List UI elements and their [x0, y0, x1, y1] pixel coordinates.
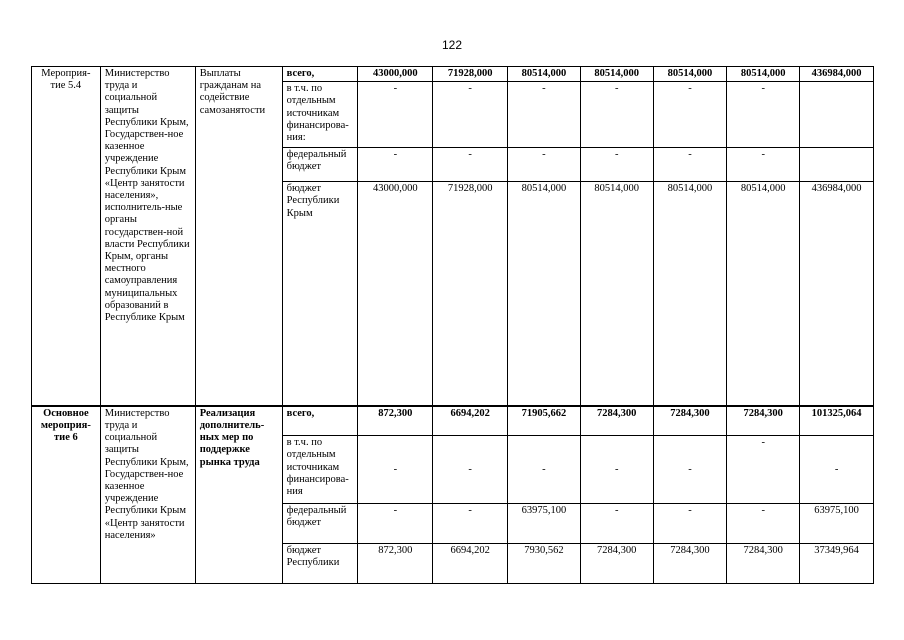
value-cell: -: [358, 82, 433, 148]
source-cell: бюджет Республики Крым: [282, 182, 358, 406]
value-cell: 7930,562: [508, 544, 581, 584]
value-cell: 80514,000: [653, 182, 727, 406]
source-cell: федеральный бюджет: [282, 148, 358, 182]
value-cell: 43000,000: [358, 182, 433, 406]
value-cell: 37349,964: [800, 544, 874, 584]
value-cell: -: [580, 504, 653, 544]
value-cell: -: [358, 148, 433, 182]
value-cell: -: [653, 436, 727, 504]
source-cell: в т.ч. по отдельным источникам финансирова-ния: [282, 436, 358, 504]
value-cell: 872,300: [358, 544, 433, 584]
value-cell: -: [508, 82, 581, 148]
value-cell: 71928,000: [433, 182, 508, 406]
value-cell: 80514,000: [580, 67, 653, 82]
executor-cell: Министерство труда и социальной защиты Республики Крым, Государствен-ное казенное учреждение Республики Крым «Центр занятости населения»: [100, 406, 195, 584]
value-cell: 80514,000: [508, 67, 581, 82]
source-cell: федеральный бюджет: [282, 504, 358, 544]
value-cell: [800, 82, 874, 148]
value-cell: -: [358, 436, 433, 504]
value-cell: 80514,000: [727, 67, 800, 82]
value-cell: -: [580, 436, 653, 504]
value-cell: 43000,000: [358, 67, 433, 82]
event-cell: Мероприя-тие 5.4: [32, 67, 101, 406]
source-cell: всего,: [282, 67, 358, 82]
value-cell: -: [508, 148, 581, 182]
value-cell: 71928,000: [433, 67, 508, 82]
value-cell: 7284,300: [580, 544, 653, 584]
value-cell: 80514,000: [653, 67, 727, 82]
value-cell: -: [653, 148, 727, 182]
source-cell: всего,: [282, 406, 358, 436]
value-cell: -: [580, 82, 653, 148]
value-cell: 436984,000: [800, 182, 874, 406]
value-cell: 7284,300: [727, 544, 800, 584]
value-cell: -: [727, 82, 800, 148]
value-cell: 71905,662: [508, 406, 581, 436]
value-cell: 436984,000: [800, 67, 874, 82]
value-cell: -: [800, 436, 874, 504]
value-cell: -: [433, 504, 508, 544]
funding-table: [31, 66, 874, 584]
value-cell: 101325,064: [800, 406, 874, 436]
value-cell: 80514,000: [508, 182, 581, 406]
table-row: [32, 67, 874, 82]
source-cell: бюджет Республики: [282, 544, 358, 584]
value-cell: -: [653, 504, 727, 544]
value-cell: [800, 148, 874, 182]
value-cell: 7284,300: [580, 406, 653, 436]
measure-name-cell: Реализация дополнитель-ных мер по поддержке рынка труда: [195, 406, 282, 584]
page-number: 122: [441, 38, 463, 52]
value-cell: 80514,000: [580, 182, 653, 406]
value-cell: -: [433, 82, 508, 148]
value-cell: 6694,202: [433, 406, 508, 436]
value-cell: -: [653, 82, 727, 148]
value-cell: -: [508, 436, 581, 504]
value-cell: 7284,300: [653, 544, 727, 584]
executor-cell: Министерство труда и социальной защиты Республики Крым, Государствен-ное казенное учреждение Республики Крым «Центр занятости населения», исполнитель-ные органы государствен-ной власти Республики Крым, органы местного самоуправления муниципальных образований в Республике Крым: [100, 67, 195, 406]
value-cell: -: [358, 504, 433, 544]
table-row: [32, 406, 874, 436]
event-cell: Основное мероприя-тие 6: [32, 406, 101, 584]
value-cell: -: [433, 436, 508, 504]
value-cell: -: [727, 504, 800, 544]
source-cell: в т.ч. по отдельным источникам финансирова-ния:: [282, 82, 358, 148]
value-cell: 80514,000: [727, 182, 800, 406]
value-cell: -: [433, 148, 508, 182]
value-cell: 6694,202: [433, 544, 508, 584]
measure-name-cell: Выплаты гражданам на содействие самозанятости: [195, 67, 282, 406]
value-cell: -: [727, 436, 800, 504]
value-cell: 63975,100: [508, 504, 581, 544]
value-cell: 63975,100: [800, 504, 874, 544]
value-cell: -: [727, 148, 800, 182]
value-cell: 872,300: [358, 406, 433, 436]
value-cell: 7284,300: [653, 406, 727, 436]
value-cell: 7284,300: [727, 406, 800, 436]
value-cell: -: [580, 148, 653, 182]
